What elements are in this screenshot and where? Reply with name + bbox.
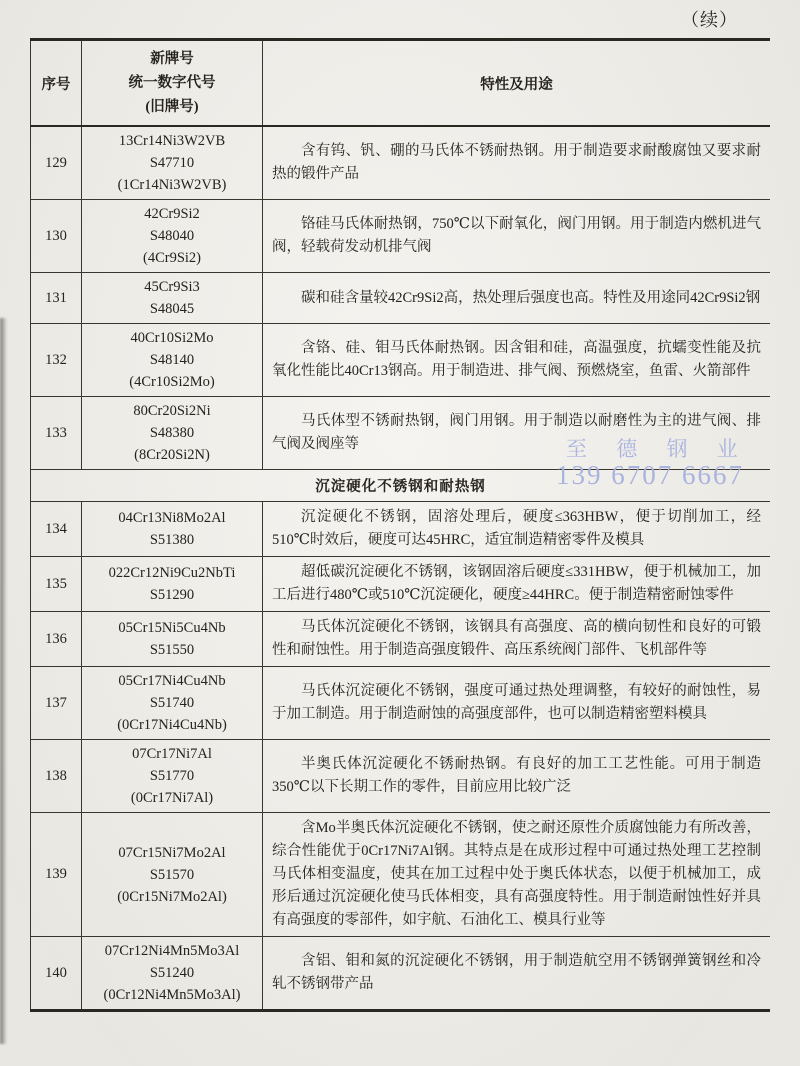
description-cell — [263, 126, 771, 200]
table-body — [31, 126, 771, 1011]
table-row — [31, 612, 771, 667]
row-serial-number: 137 — [31, 667, 82, 740]
description-text: 含Mo半奥氏体沉淀硬化不锈钢，使之耐还原性介质腐蚀能力有所改善，综合性能优于0Cr17Ni7Al钢。其特点是在成形过程中可通过热处理工艺控制马氏体相变温度，使其在加工过程中处于奥氏体状态，以便于机械加工，成形后通过沉淀硬化使马氏体相变，具有高强度特性。用于制造耐蚀性好并具有高强度的零部件，如宇航、石油化工、模具行业等 — [272, 820, 761, 928]
header-characteristics: 特性及用途 — [263, 40, 771, 127]
description-cell — [263, 557, 771, 612]
description-cell — [263, 937, 771, 1011]
description-text: 马氏体沉淀硬化不锈钢，强度可通过热处理调整，有较好的耐蚀性，易于加工制造。用于制造耐蚀的高强度部件，也可以制造精密塑料模具 — [272, 683, 761, 722]
grade-cell — [82, 273, 263, 324]
row-serial-number: 135 — [31, 557, 82, 612]
grade-line: 04Cr13Ni8Mo2Al — [118, 510, 226, 526]
description-text: 含铝、钼和氮的沉淀硬化不锈钢，用于制造航空用不锈钢弹簧钢丝和冷轧不锈钢带产品 — [272, 953, 761, 992]
grade-line: S48380 — [149, 425, 195, 441]
watermark-company-name: 至 德 钢 业 — [566, 437, 750, 461]
description-cell — [263, 324, 771, 397]
header-grade-line-new: 新牌号 — [150, 51, 194, 67]
header-grade-line-old: (旧牌号) — [145, 99, 199, 115]
grade-line: 07Cr17Ni7Al — [132, 746, 212, 762]
description-cell — [263, 813, 771, 937]
row-serial-number: 136 — [31, 612, 82, 667]
grade-cell — [82, 612, 263, 667]
grade-line: 80Cr20Si2Ni — [133, 403, 211, 419]
description-cell — [263, 740, 771, 813]
grade-line: S51240 — [149, 965, 195, 981]
row-serial-number: 139 — [31, 813, 82, 937]
grade-line: S47710 — [149, 155, 195, 171]
row-serial-number: 140 — [31, 937, 82, 1011]
description-text: 半奥氏体沉淀硬化不锈耐热钢。有良好的加工工艺性能。可用于制造350℃以下长期工作的零件，目前应用比较广泛 — [272, 756, 761, 795]
grade-line: S51380 — [149, 532, 195, 548]
description-cell — [263, 612, 771, 667]
grade-line: 022Cr12Ni9Cu2NbTi — [108, 565, 236, 581]
continuation-label: （续） — [681, 10, 738, 30]
grade-line: 13Cr14Ni3W2VB — [118, 133, 226, 149]
description-cell — [263, 273, 771, 324]
table-row — [31, 126, 771, 200]
table-row — [31, 397, 771, 470]
row-serial-number: 131 — [31, 273, 82, 324]
grade-line: S48040 — [149, 228, 195, 244]
description-text: 铬硅马氏体耐热钢，750℃以下耐氧化，阀门用钢。用于制造内燃机进气阀，轻载荷发动机排气阀 — [272, 216, 761, 255]
grade-line: (0Cr17Ni7Al) — [130, 790, 214, 806]
grade-line: S48140 — [149, 352, 195, 368]
description-text: 超低碳沉淀硬化不锈钢，该钢固溶后硬度≤331HBW，便于机械加工，加工后进行480℃或510℃沉淀硬化，硬度≥44HRC。便于制造精密耐蚀零件 — [272, 564, 761, 603]
grade-line: S51770 — [149, 768, 195, 784]
table-row — [31, 740, 771, 813]
grade-line: 45Cr9Si3 — [144, 279, 200, 295]
grade-cell — [82, 126, 263, 200]
table-row — [31, 502, 771, 557]
description-cell — [263, 502, 771, 557]
grade-cell — [82, 324, 263, 397]
row-serial-number: 133 — [31, 397, 82, 470]
description-text: 马氏体型不锈耐热钢，阀门用钢。用于制造以耐磨性为主的进气阀、排气阀及阀座等 — [272, 413, 761, 452]
table-row — [31, 324, 771, 397]
description-text: 含铬、硅、钼马氏体耐热钢。因含钼和硅，高温强度，抗蠕变性能及抗氧化性能比40Cr13钢高。用于制造进、排气阀、预燃烧室，鱼雷、火箭部件 — [272, 340, 761, 379]
grade-line: (0Cr17Ni4Cu4Nb) — [117, 717, 227, 733]
grade-line: S51550 — [149, 642, 195, 658]
grade-line: 07Cr12Ni4Mn5Mo3Al — [104, 943, 240, 959]
grade-line: (4Cr10Si2Mo) — [129, 374, 215, 390]
description-text: 沉淀硬化不锈钢，固溶处理后，硬度≤363HBW，便于切削加工，经510℃时效后，硬度可达45HRC，适宜制造精密零件及模具 — [272, 509, 761, 548]
grade-line: S51290 — [149, 587, 195, 603]
grade-line: 05Cr15Ni5Cu4Nb — [118, 620, 226, 636]
grade-cell — [82, 557, 263, 612]
grade-line: (1Cr14Ni3W2VB) — [117, 177, 227, 193]
grade-cell — [82, 937, 263, 1011]
description-cell — [263, 667, 771, 740]
grade-cell — [82, 813, 263, 937]
grade-line: 42Cr9Si2 — [144, 206, 200, 222]
grade-cell — [82, 397, 263, 470]
grade-line: (8Cr20Si2N) — [134, 447, 210, 463]
table-row — [31, 200, 771, 273]
table-header-row — [31, 40, 771, 127]
header-serial-number: 序号 — [31, 40, 82, 127]
header-grade-line-code: 统一数字代号 — [128, 75, 216, 91]
grade-cell — [82, 667, 263, 740]
grade-cell — [82, 200, 263, 273]
grade-line: S48045 — [149, 301, 195, 317]
description-text: 含有钨、钒、硼的马氏体不锈耐热钢。用于制造要求耐酸腐蚀又要求耐热的锻件产品 — [272, 143, 761, 182]
row-serial-number: 129 — [31, 126, 82, 200]
table-row — [31, 557, 771, 612]
table-row — [31, 273, 771, 324]
description-cell — [263, 397, 771, 470]
grade-cell — [82, 502, 263, 557]
scan-edge-shadow — [0, 318, 7, 1044]
steel-grades-table — [30, 38, 770, 1012]
table-row — [31, 813, 771, 937]
table-row — [31, 667, 771, 740]
table-row — [31, 937, 771, 1011]
grade-line: (0Cr15Ni7Mo2Al) — [117, 888, 227, 905]
description-text: 碳和硅含量较42Cr9Si2高，热处理后强度也高。特性及用途同42Cr9Si2钢 — [301, 289, 761, 306]
row-serial-number: 132 — [31, 324, 82, 397]
grade-line: S51740 — [149, 695, 195, 711]
description-text: 马氏体沉淀硬化不锈钢，该钢具有高强度、高的横向韧性和良好的可锻性和耐蚀性。用于制造高强度锻件、高压系统阀门部件、飞机部件等 — [272, 619, 761, 658]
grade-line: 05Cr17Ni4Cu4Nb — [118, 673, 226, 689]
watermark-phone-number: 139 6707 6667 — [556, 460, 744, 491]
grade-line: (4Cr9Si2) — [143, 250, 201, 266]
grade-line: 07Cr15Ni7Mo2Al — [118, 844, 226, 861]
row-serial-number: 138 — [31, 740, 82, 813]
section-header-row — [31, 470, 771, 502]
section-title: 沉淀硬化不锈钢和耐热钢 — [31, 470, 771, 502]
header-grade-designation — [82, 40, 263, 127]
description-cell — [263, 200, 771, 273]
row-serial-number: 134 — [31, 502, 82, 557]
row-serial-number: 130 — [31, 200, 82, 273]
grade-line: (0Cr12Ni4Mn5Mo3Al) — [103, 987, 241, 1003]
grade-line: 40Cr10Si2Mo — [130, 330, 214, 346]
grade-cell — [82, 740, 263, 813]
grade-line: S51570 — [149, 866, 195, 883]
